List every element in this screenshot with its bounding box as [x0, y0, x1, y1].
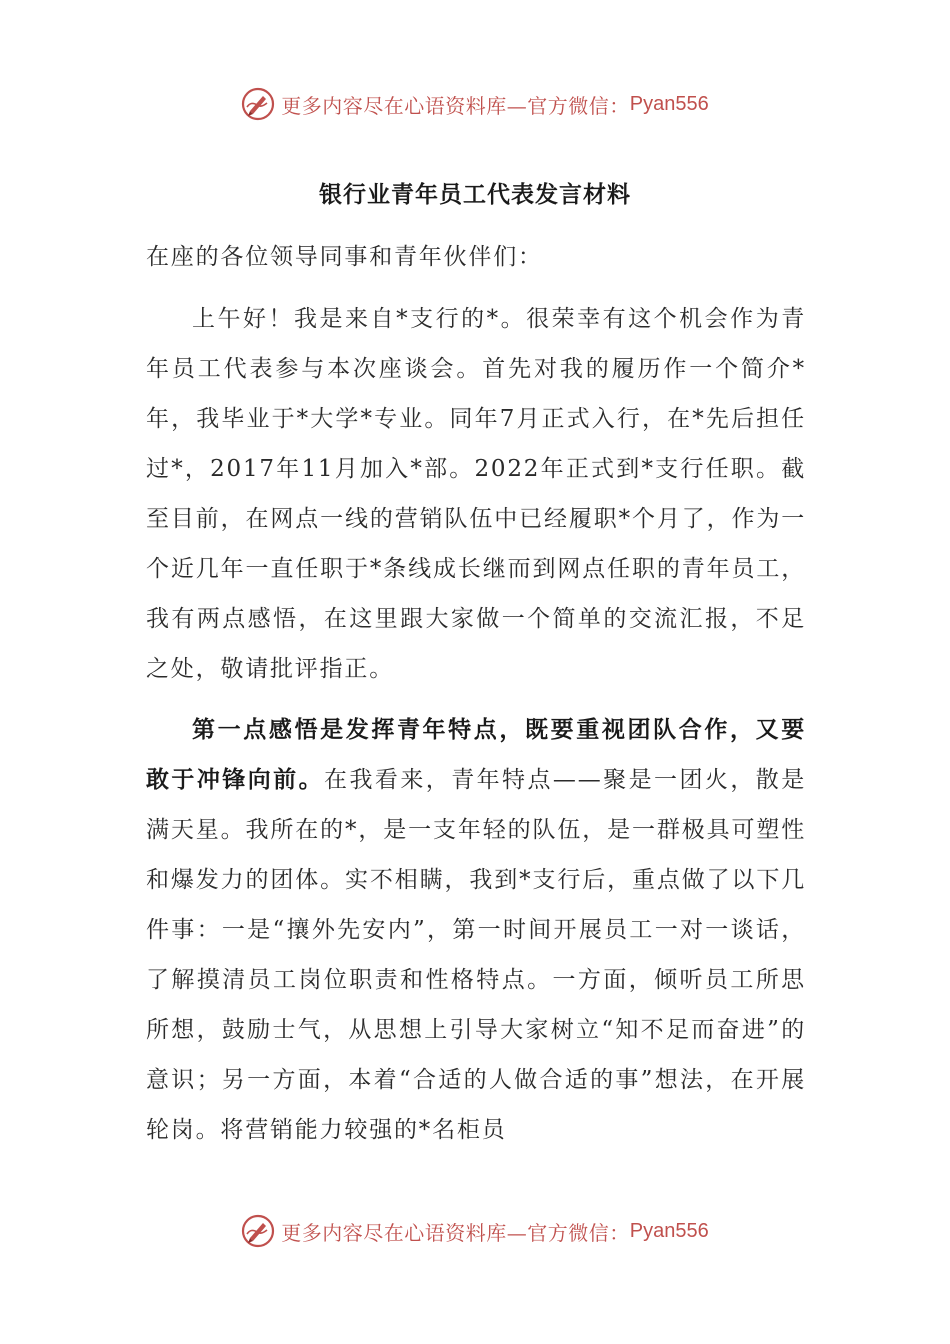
watermark-text: 更多内容尽在心语资料库—官方微信：	[281, 93, 630, 118]
salutation: 在座的各位领导同事和青年伙伴们：	[146, 244, 543, 270]
watermark-wechat-id: Pyan556	[629, 1219, 709, 1242]
watermark-text: 更多内容尽在心语资料库—官方微信：	[281, 1220, 630, 1245]
document-title: 银行业青年员工代表发言材料	[319, 181, 631, 208]
watermark-banner-top	[0, 82, 950, 126]
pen-logo-icon	[241, 1214, 275, 1248]
watermark-banner-bottom	[0, 1209, 950, 1253]
pen-logo-icon	[241, 87, 275, 121]
insight-heading: 第一点感悟是发挥青年特点，既要重视团队合作，又要敢于冲锋向前。	[146, 716, 806, 793]
insight-body: 在我看来，青年特点——聚是一团火，散是满天星。我所在的*，是一支年轻的队伍，是一群极具可塑性和爆发力的团体。实不相瞒，我到*支行后，重点做了以下几件事：一是“攘外先安内”，第一时间开展员工一对一谈话，了解摸清员工岗位职责和性格特点。一方面，倾听员工所思所想，鼓励士气，从思想上引导大家树立“知不足而奋进”的意识；另一方面，本着“合适的人做合适的事”想法，在开展轮岗。将营销能力较强的*名柜员	[146, 767, 806, 1143]
paragraph-intro: 上午好！我是来自*支行的*。很荣幸有这个机会作为青年员工代表参与本次座谈会。首先对我的履历作一个简介*年，我毕业于*大学*专业。同年7月正式入行，在*先后担任过*，2017年11月加入*部。2022年正式到*支行任职。截至目前，在网点一线的营销队伍中已经履职*个月了，作为一个近几年一直任职于*条线成长继而到网点任职的青年员工，我有两点感悟，在这里跟大家做一个简单的交流汇报，不足之处，敬请批评指正。	[146, 306, 806, 682]
watermark-wechat-id: Pyan556	[629, 92, 709, 115]
paragraph-insight-one	[146, 705, 806, 1155]
